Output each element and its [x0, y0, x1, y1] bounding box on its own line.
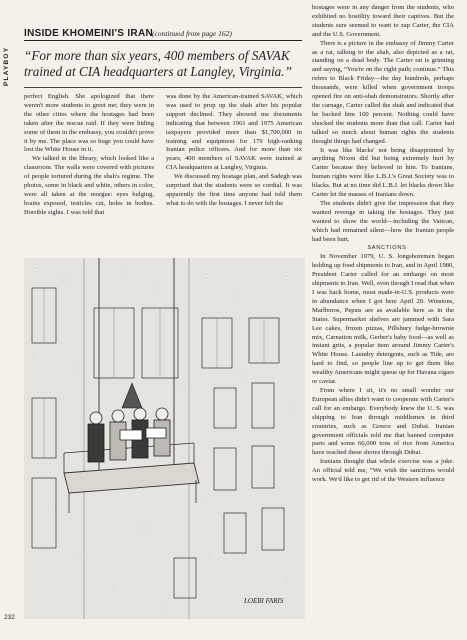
- subhead-sanctions: SANCTIONS: [367, 245, 407, 252]
- cartoon-signature: LOEBI FARIS: [244, 597, 284, 605]
- paragraph: It was like blacks' not being disappointed by anything Nixon did but being extremely hurt by Carter because they believed in him. To Iranians, human rights were like L.B.J.'s Great Society was to blacks. But at no time did L.B.J. let blacks down like Carter let the masses of Iranians down.: [312, 146, 454, 199]
- page-number: 232: [4, 614, 15, 621]
- paragraph: The students didn't give the impression that they wanted revenge in taking the hostages. They just wanted to show the world—including the Vatican, which had remained silent—how the Iranian people had been hurt.: [312, 199, 454, 243]
- paragraph: From where I sit, it's no small wonder our European allies didn't want to cooperate with Carter's call for an embargo. Everybody knew the U. S. was shipping to Iran through middlemen in third countries, such as Greece and Dubai. Iranian government officials told me that banned computer parts and some 66,000 tons of rice from America have reached these shores through Dubai.: [312, 386, 454, 457]
- body-column-2: [166, 93, 302, 251]
- paragraph: There is a picture in the embassy of Jimmy Carter as a rat, talking to the shah, also depicted as a rat, standing on a dead body. The Carter rat is grinning and saying, “You're on the right path; continue.” This refers to Black Friday—the day hundreds, perhaps thousands, were killed when government troops opened fire on anti-shah demonstrators. Shortly after the carnage, Carter called the shah and indicated that he backed him 100 percent. Nothing could have shocked the students more than that call. Carter had talked so much about human rights the students thought things had changed.: [312, 39, 454, 145]
- paragraph: Iranians thought that whole exercise was a joke. An official told me, “We wish the sanctions would work. We'd like to get rid of the Western influence: [312, 458, 454, 484]
- paragraph: perfect English. She apologized that there weren't more students to greet me; they were in the other cities where the hostages had been taken after the rescue raid. If they were hiding some of them in the embassy, you couldn't prove it by me. The place was so huge you could have lost the White House in it.: [24, 93, 154, 154]
- paragraph: We talked in the library, which looked like a classroom. The walls were covered with pictures of people tortured during the shah's regime. The photos, some in black and white, others in color, were all taken at the morgue: eyes bulging, brains exposed, testicles cut, holes in bodies. Horrible sights. I was told that: [24, 155, 154, 216]
- continued-note: (continued from page 162): [152, 29, 232, 38]
- body-column-1: [24, 93, 154, 251]
- magazine-side-label: PLAYBOY: [3, 46, 10, 86]
- paragraph: We discussed my hostage plan, and Sadegh was surprised that the students were so cordial. It was apparently the first time anyone had told them what to do with the hostages. I never felt the: [166, 173, 302, 207]
- paragraph: hostages were in any danger from the students, who exhibited no hostility toward their captives. But the students sure seemed to want to zap Carter, the CIA and the U.S. Government.: [312, 4, 454, 38]
- body-column-3: [312, 4, 454, 634]
- paragraph: was done by the American-trained SAVAK, which was used to prop up the shah after his popular support declined. They showed me documents indicating that between 1961 and 1975 American taxpayers provided more than $1,700,000 in training and equipment for 179 high-ranking Iranian police officers. And for more than six years, 400 members of SAVAK were trained at CIA headquarters at Langley, Virginia.: [166, 93, 302, 172]
- header-rule: [24, 40, 302, 41]
- pull-quote-rule: [24, 87, 302, 88]
- cartoon-illustration: [24, 258, 305, 619]
- paragraph: In November 1979, U. S. longshoremen began holding up food shipments to Iran, and in April 1980, President Carter called for an embargo on most shipments to Iran. Well, even though I read that when I was back home, most made-in-U.S. products were in abundance when I got here April 20. Winstons, Marlboros, Pepsis are as available here as in the States. Supermarket shelves are jammed with Sara Lee cakes, frozen pizzas, Pillsbury fudge-brownie mix, Carnation milk, Gerber's baby food—as well as instant grits, a popular item around Jimmy Carter's White House. Laundry detergents, such as Tide, are hard to find, so people line up to get them like wealthy Americans might queue up for Havana cigars or caviar.: [312, 253, 454, 386]
- section-title: INSIDE KHOMEINI'S IRAN: [24, 28, 153, 39]
- pull-quote: “For more than six years, 400 members of SAVAK trained at CIA headquarters at Langley, Virginia.”: [24, 48, 292, 79]
